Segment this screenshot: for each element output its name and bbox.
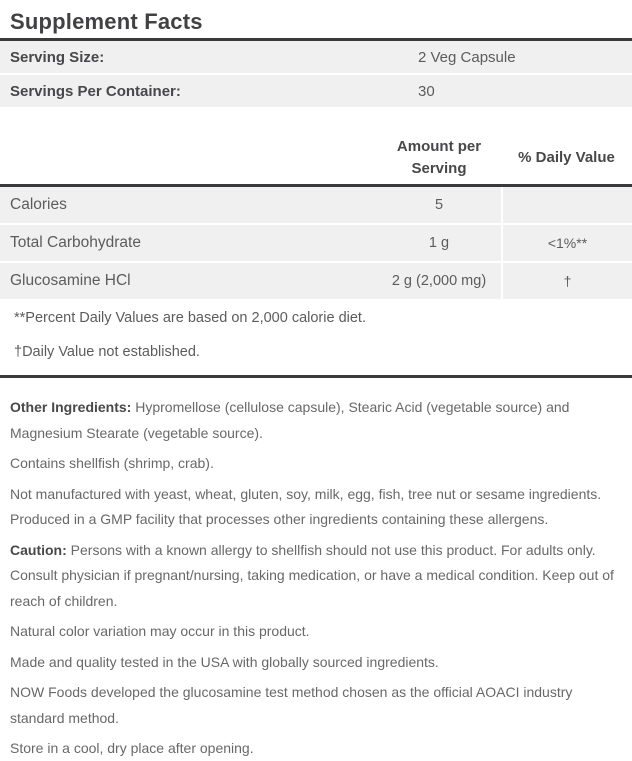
nutrient-name: Glucosamine HCl (0, 263, 377, 299)
caution-lead: Caution: (10, 541, 67, 558)
storage-paragraph (10, 736, 628, 761)
servings-per-container-row (0, 75, 632, 107)
percent-daily-value-header: % Daily Value (518, 148, 615, 166)
made-in-usa-paragraph (10, 650, 628, 676)
aoac-method-text: NOW Foods developed the glucosamine test method chosen as the official AOACI industry standard method. (10, 684, 573, 726)
amount-per-serving-header: Amount per Serving (396, 137, 482, 177)
made-in-usa-text: Made and quality tested in the USA with globally sourced ingredients. (10, 653, 439, 670)
allergen-statement-paragraph (10, 482, 628, 533)
label-text-section (0, 378, 632, 761)
aoac-method-paragraph (10, 680, 628, 731)
contains-shellfish-paragraph (10, 451, 628, 477)
nutrient-amount: 5 (377, 187, 501, 223)
nutrient-daily-value: † (501, 263, 632, 299)
nutrient-daily-value: <1%** (501, 225, 632, 261)
nutrient-daily-value (501, 187, 632, 223)
contains-shellfish-text: Contains shellfish (shrimp, crab). (10, 455, 214, 471)
caution-text: Persons with a known allergy to shellfish should not use this product. For adults only. Consult physician if pregnant/nursing, taking medication, or have a medical condition. Keep out of reach of children. (10, 541, 614, 609)
allergen-statement-text: Not manufactured with yeast, wheat, gluten, soy, milk, egg, fish, tree nut or sesame ingredients. Produced in a GMP facility that processes other ingredients containing these allergens. (10, 485, 602, 527)
footnote-daily-value-not-established: †Daily Value not established. (14, 344, 200, 360)
color-variation-paragraph (10, 619, 628, 645)
nutrition-table-body (0, 187, 632, 299)
serving-size-row (0, 41, 632, 73)
page-title: Supplement Facts (10, 9, 203, 34)
table-footnotes (0, 299, 632, 378)
storage-text: Store in a cool, dry place after opening. (10, 740, 254, 756)
other-ingredients-paragraph (10, 395, 628, 446)
servings-per-container-label: Servings Per Container: (10, 82, 181, 100)
nutrient-amount: 2 g (2,000 mg) (377, 263, 501, 299)
nutrient-name: Calories (0, 187, 377, 223)
serving-size-value: 2 Veg Capsule (418, 48, 516, 66)
footnote-percent-daily-values: **Percent Daily Values are based on 2,000 calorie diet. (14, 310, 366, 326)
serving-size-label: Serving Size: (10, 48, 105, 66)
other-ingredients-text: Hypromellose (cellulose capsule), Stearic Acid (vegetable source) and Magnesium Stearate (vegetable source). (10, 399, 570, 441)
nutrient-amount: 1 g (377, 225, 501, 261)
color-variation-text: Natural color variation may occur in this product. (10, 623, 310, 639)
nutrient-name: Total Carbohydrate (0, 225, 377, 261)
table-row-calories (0, 187, 632, 223)
servings-per-container-value: 30 (418, 82, 435, 100)
table-row-glucosamine-hcl (0, 263, 632, 299)
serving-info-table (0, 38, 632, 107)
table-row-total-carbohydrate (0, 225, 632, 261)
other-ingredients-lead: Other Ingredients: (10, 399, 132, 415)
nutrition-table-header (0, 131, 632, 187)
caution-paragraph (10, 538, 628, 615)
